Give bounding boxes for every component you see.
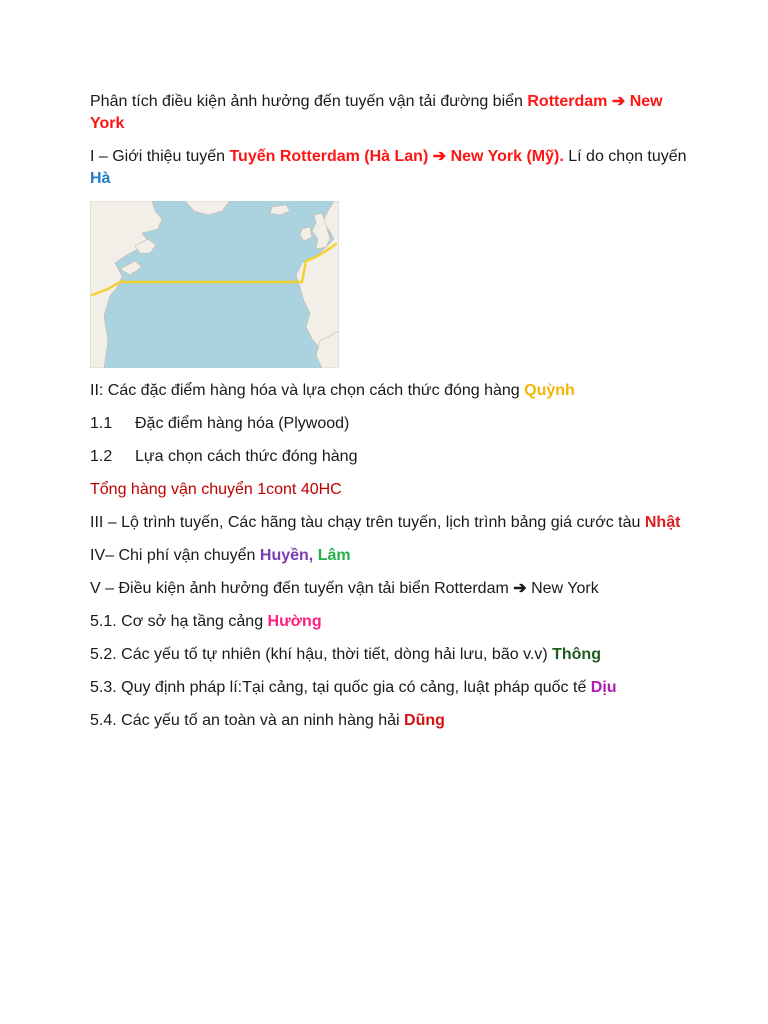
section-3-assignee: Nhật xyxy=(644,514,681,531)
subsection-text: 5.3. Quy định pháp lí:Tại cảng, tại quốc gia có cảng, luật pháp quốc tế xyxy=(90,679,591,696)
section-3-text: III – Lộ trình tuyến, Các hãng tàu chạy trên tuyến, lịch trình bảng giá cước tàu xyxy=(90,514,645,531)
section-1-assignee: Hà xyxy=(90,170,111,187)
arrow-right-icon: ➔ xyxy=(611,93,626,110)
subsection-assignee: Hường xyxy=(267,613,322,630)
subsection-5-1 xyxy=(90,611,690,633)
section-2-heading xyxy=(90,380,690,402)
section-4-text: IV– Chi phí vận chuyển xyxy=(90,547,260,564)
document-body xyxy=(90,91,690,743)
section-4-assignee-2: Lâm xyxy=(317,547,351,564)
subsection-5-2 xyxy=(90,644,690,666)
title-dest-line2: York xyxy=(90,115,125,132)
subsection-5-4 xyxy=(90,710,690,732)
section-1-route-part2: New York (Mỹ). xyxy=(450,148,564,165)
route-map xyxy=(90,201,339,368)
section-5-dest: New York xyxy=(526,580,599,597)
list-item-number: 1.1 xyxy=(90,415,113,432)
section-5-text: V – Điều kiện ảnh hưởng đến tuyến vận tải biển Rotterdam xyxy=(90,580,514,597)
section-4-assignee-1: Huyền, xyxy=(259,547,314,564)
subsection-text: 5.4. Các yếu tố an toàn và an ninh hàng hải xyxy=(90,712,405,729)
section-3-heading xyxy=(90,512,690,534)
section-4-heading xyxy=(90,545,690,567)
document-title xyxy=(90,91,690,135)
section-1-suffix: Lí do chọn tuyến xyxy=(563,148,687,165)
title-dest-line1: New xyxy=(629,93,663,110)
list-item-text: Lựa chọn cách thức đóng hàng xyxy=(135,448,358,465)
section-2-assignee: Quỳnh xyxy=(524,382,575,399)
list-item-number: 1.2 xyxy=(90,448,113,465)
subsection-text: 5.2. Các yếu tố tự nhiên (khí hậu, thời tiết, dòng hải lưu, bão v.v) xyxy=(90,646,553,663)
subsection-text: 5.1. Cơ sở hạ tầng cảng xyxy=(90,613,268,630)
cargo-note: Tổng hàng vận chuyển 1cont 40HC xyxy=(90,481,342,498)
section-5-heading xyxy=(90,578,690,600)
subsection-5-3 xyxy=(90,677,690,699)
title-origin: Rotterdam xyxy=(527,93,608,110)
section-1-route-part1: Tuyến Rotterdam (Hà Lan) xyxy=(229,148,429,165)
arrow-right-icon: ➔ xyxy=(513,580,527,597)
subsection-assignee: Thông xyxy=(552,646,601,663)
section-1-heading xyxy=(90,146,690,190)
subsection-assignee: Dũng xyxy=(404,712,445,729)
arrow-right-icon: ➔ xyxy=(432,148,447,165)
list-item-text: Đặc điểm hàng hóa (Plywood) xyxy=(135,415,350,432)
section-1-prefix: I – Giới thiệu tuyến xyxy=(90,148,230,165)
section-2-text: II: Các đặc điểm hàng hóa và lựa chọn cách thức đóng hàng xyxy=(90,382,525,399)
subsection-assignee: Dịu xyxy=(590,679,617,696)
title-text: Phân tích điều kiện ảnh hưởng đến tuyến vận tải đường biển xyxy=(90,93,528,110)
list-item xyxy=(90,413,690,435)
list-item xyxy=(90,446,690,468)
